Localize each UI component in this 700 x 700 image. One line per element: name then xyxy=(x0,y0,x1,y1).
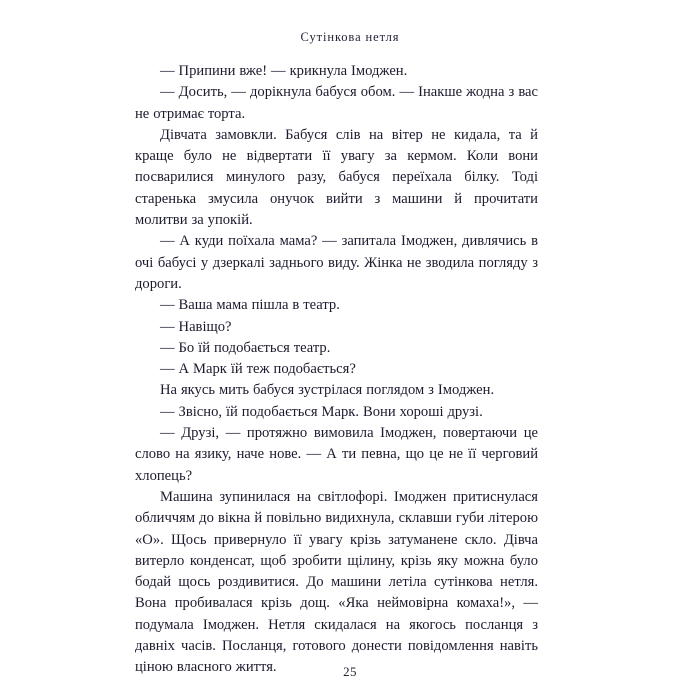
page-number: 25 xyxy=(343,664,357,679)
paragraph: Дівчата замовкли. Бабуся слів на вітер не кидала, та й краще було не відвертати її увагу за кермом. Коли вони посварилися минулого разу, бабуся переїхала білку. Тоді старенька змусила онучок вийти з машини й прочитати молитви за упокій. xyxy=(135,126,538,229)
paragraph: — Бо їй подобається театр. xyxy=(160,339,331,356)
paragraph: — Друзі, — протяжно вимовила Імоджен, повертаючи це слово на язику, наче нове. — А ти певна, що це не її черговий хлопець? xyxy=(135,425,538,484)
paragraph: — Навіщо? xyxy=(160,318,232,335)
paragraph: — Досить, — дорікнула бабуся обом. — Інакше жодна з вас не отримає торта. xyxy=(135,84,538,122)
paragraph: Машина зупинилася на світлофорі. Імоджен притиснулася обличчям до вікна й повільно видихнула, склавши губи літерою «О». Щось привернуло її увагу крізь затуманене скло. Дівча витерло конденсат, щоб зробити щілину, крізь яку можна було бодай щось роздивитися. До машини летіла сутінкова нетля. Вона пробивалася крізь дощ. «Яка неймовірна комаха!», — подумала Імоджен. Нетля скидалася на якогось посланця з давніх часів. Посланця, готового донести повідомлення навіть ціною власного життя. xyxy=(135,488,538,676)
paragraph: — Ваша мама пішла в театр. xyxy=(160,297,340,314)
paragraph: — А куди поїхала мама? — запитала Імоджен, дивлячись в очі бабусі у дзеркалі заднього виду. Жінка не зводила погляду з дороги. xyxy=(135,233,538,292)
paragraph: — Припини вже! — крикнула Імоджен. xyxy=(160,63,408,79)
running-head-title: Сутінкова нетля xyxy=(300,30,400,44)
body-text-block xyxy=(135,61,538,679)
paragraph: — А Марк їй теж подобається? xyxy=(160,361,356,378)
paragraph: На якусь мить бабуся зустрілася поглядом з Імоджен. xyxy=(160,382,495,399)
paragraph: — Звісно, їй подобається Марк. Вони хороші друзі. xyxy=(160,403,483,420)
